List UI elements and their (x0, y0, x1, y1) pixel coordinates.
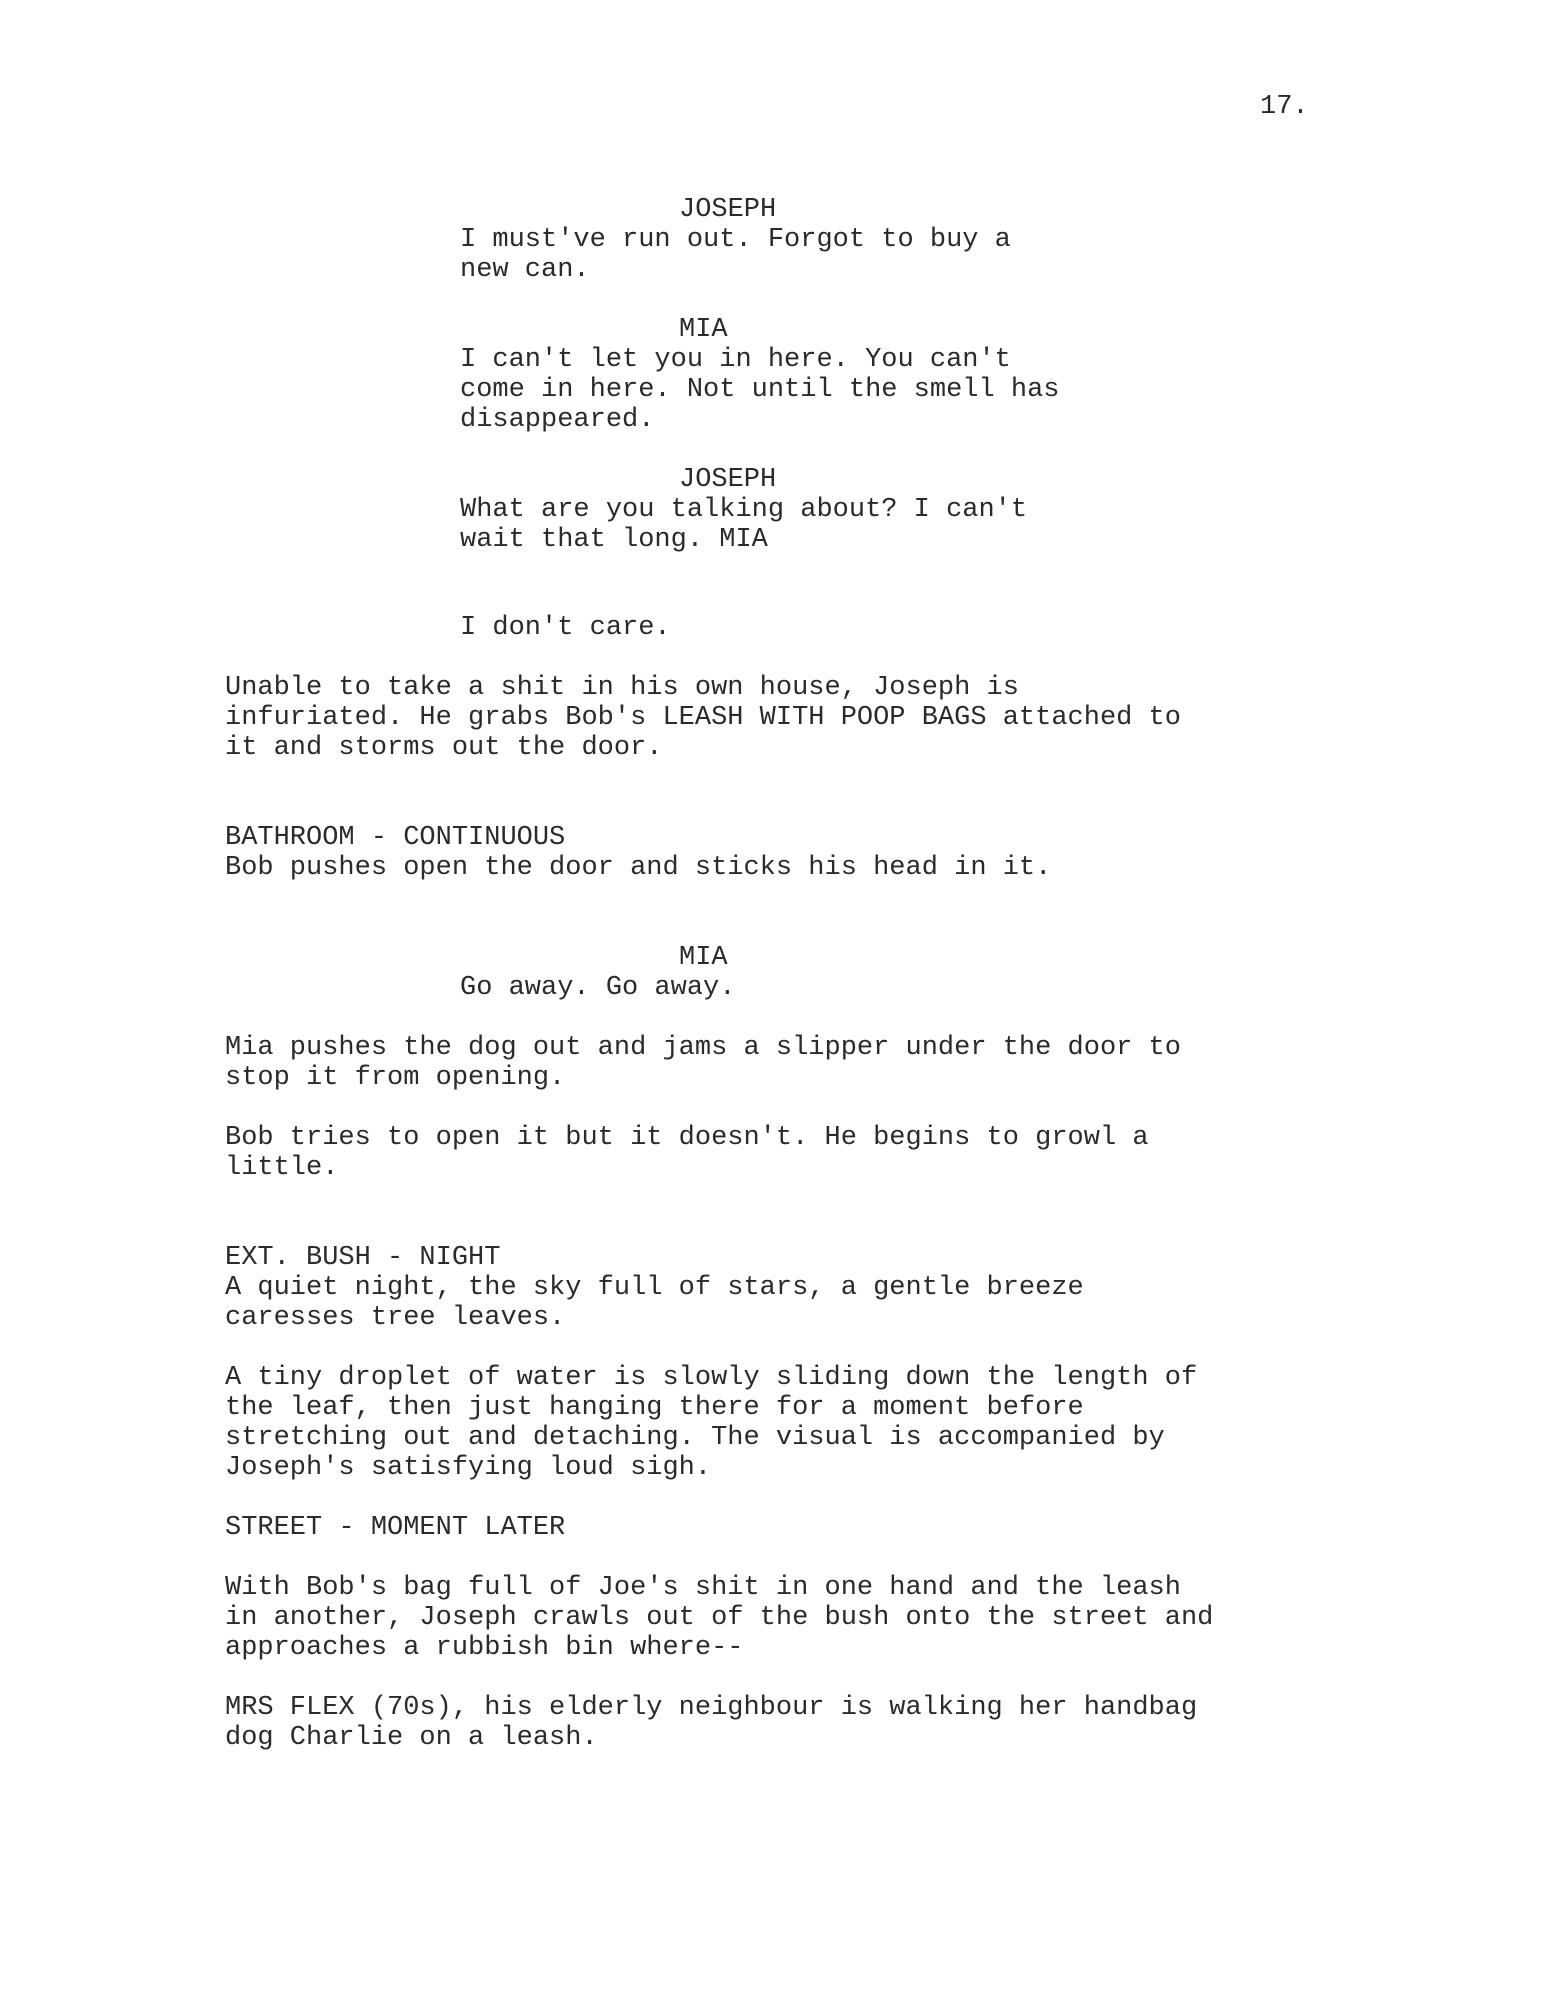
page-number: 17. (1260, 92, 1309, 122)
dialogue-line: wait that long. MIA (460, 525, 768, 555)
action-line: in another, Joseph crawls out of the bush onto the street and (225, 1603, 1214, 1633)
dialogue-line: I must've run out. Forgot to buy a (460, 225, 1011, 255)
character-name: MIA (679, 315, 728, 345)
dialogue-line: What are you talking about? I can't (460, 495, 1028, 525)
dialogue-line: disappeared. (460, 405, 655, 435)
dialogue-line: new can. (460, 255, 590, 285)
action-line: stop it from opening. (225, 1063, 566, 1093)
action-line: the leaf, then just hanging there for a moment before (225, 1393, 1084, 1423)
action-line: infuriated. He grabs Bob's LEASH WITH POOP BAGS attached to (225, 703, 1181, 733)
action-line: A tiny droplet of water is slowly sliding down the length of (225, 1363, 1198, 1393)
dialogue-line: Go away. Go away. (460, 973, 736, 1003)
action-line: dog Charlie on a leash. (225, 1723, 598, 1753)
action-line: Bob pushes open the door and sticks his head in it. (225, 853, 1052, 883)
character-name: JOSEPH (679, 195, 777, 225)
action-line: little. (225, 1153, 339, 1183)
scene-heading: BATHROOM - CONTINUOUS (225, 823, 566, 853)
action-line: Unable to take a shit in his own house, Joseph is (225, 673, 1019, 703)
character-name: JOSEPH (679, 465, 777, 495)
action-line: With Bob's bag full of Joe's shit in one hand and the leash (225, 1573, 1181, 1603)
action-line: approaches a rubbish bin where-- (225, 1633, 744, 1663)
action-line: Bob tries to open it but it doesn't. He begins to growl a (225, 1123, 1149, 1153)
action-line: caresses tree leaves. (225, 1303, 566, 1333)
action-line: it and storms out the door. (225, 733, 663, 763)
dialogue-line: I can't let you in here. You can't (460, 345, 1011, 375)
dialogue-line: come in here. Not until the smell has (460, 375, 1060, 405)
action-line: Mia pushes the dog out and jams a slipper under the door to (225, 1033, 1181, 1063)
action-line: MRS FLEX (70s), his elderly neighbour is walking her handbag (225, 1693, 1198, 1723)
scene-heading: STREET - MOMENT LATER (225, 1513, 566, 1543)
dialogue-line: I don't care. (460, 613, 671, 643)
character-name: MIA (679, 943, 728, 973)
action-line: Joseph's satisfying loud sigh. (225, 1453, 712, 1483)
action-line: A quiet night, the sky full of stars, a gentle breeze (225, 1273, 1084, 1303)
scene-heading: EXT. BUSH - NIGHT (225, 1243, 501, 1273)
action-line: stretching out and detaching. The visual is accompanied by (225, 1423, 1165, 1453)
